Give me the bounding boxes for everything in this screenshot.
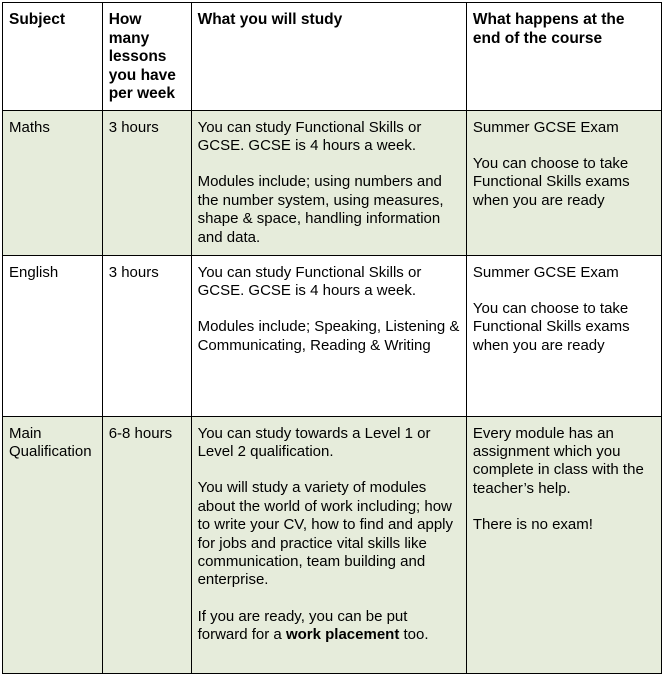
table-row xyxy=(3,110,662,255)
study-text: You will study a variety of modules about the world of work including; how to write your CV, how to find and apply for jobs and practice vital skills like communication, team building and enterprise. xyxy=(197,479,454,589)
cell-end xyxy=(466,416,661,673)
study-text: Modules include; Speaking, Listening & Communicating, Reading & Writing xyxy=(197,318,460,354)
study-text: Modules include; using numbers and the number system, using measures, shape & space, handling information and data. xyxy=(197,173,444,246)
cell-lessons: 6-8 hours xyxy=(102,416,191,673)
table-row xyxy=(3,255,662,416)
end-text: Summer GCSE Exam xyxy=(472,118,619,136)
cell-lessons: 3 hours xyxy=(102,110,191,255)
placement-before: If you are ready, you can be put forward for a xyxy=(197,607,408,644)
cell-end xyxy=(466,110,661,255)
table-row xyxy=(3,416,662,673)
end-text: There is no exam! xyxy=(472,516,593,534)
end-text: Every module has an assignment which you complete in class with the teacher’s help. xyxy=(472,424,644,497)
cell-study xyxy=(191,255,466,416)
work-placement-emphasis: work placement xyxy=(285,626,400,644)
cell-subject: Main Qualification xyxy=(3,416,103,673)
cell-study xyxy=(191,416,466,673)
placement-after: too. xyxy=(399,626,429,644)
cell-subject: Maths xyxy=(3,110,103,255)
table-header-row xyxy=(3,3,662,111)
end-text: Summer GCSE Exam xyxy=(472,263,619,281)
course-table xyxy=(2,2,662,674)
header-subject: Subject xyxy=(3,3,103,111)
end-text: You can choose to take Functional Skills exams when you are ready xyxy=(472,299,630,354)
cell-end xyxy=(466,255,661,416)
cell-lessons: 3 hours xyxy=(102,255,191,416)
study-text: You can study Functional Skills or GCSE. GCSE is 4 hours a week. xyxy=(197,263,422,299)
study-text: You can study towards a Level 1 or Level 2 qualification. xyxy=(197,424,431,460)
header-lessons: How many lessons you have per week xyxy=(102,3,191,111)
end-text: You can choose to take Functional Skills exams when you are ready xyxy=(472,154,630,209)
cell-study xyxy=(191,110,466,255)
header-study: What you will study xyxy=(191,3,466,111)
cell-subject: English xyxy=(3,255,103,416)
study-text-placement xyxy=(198,608,460,645)
header-end: What happens at the end of the course xyxy=(466,3,661,111)
study-text: You can study Functional Skills or GCSE. GCSE is 4 hours a week. xyxy=(197,118,422,154)
